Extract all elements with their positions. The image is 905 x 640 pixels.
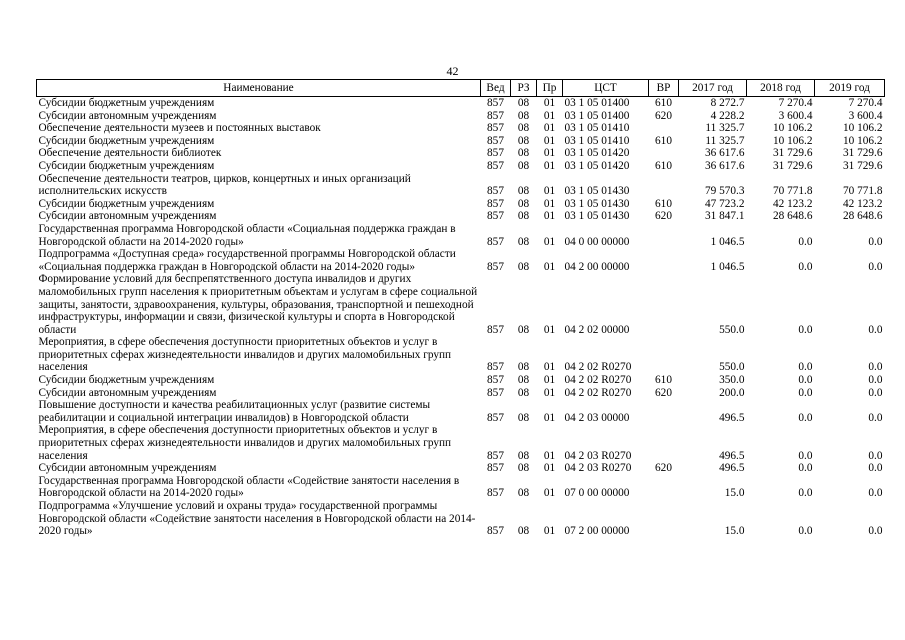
cell-2017: 496.5	[719, 462, 745, 475]
table-row	[37, 336, 885, 374]
cell-2017: 11 325.7	[705, 134, 745, 147]
cell-2018: 0.0	[798, 449, 813, 462]
cell-vr	[649, 475, 679, 500]
header-cst: ЦСТ	[563, 80, 649, 97]
cell-2017: 496.5	[719, 449, 745, 462]
cell-rz: 08	[517, 134, 530, 147]
cell-2019: 0.0	[868, 462, 883, 475]
cell-name: Мероприятия, в сфере обеспечения доступности приоритетных объектов и услуг в приоритетных сферах жизнедеятельности инвалидов и других маломобильных групп населения	[38, 336, 452, 374]
cell-2018: 0.0	[798, 374, 813, 387]
cell-cst: 03 1 05 01400	[564, 109, 630, 122]
cell-ved: 857	[487, 462, 504, 475]
cell-2019: 0.0	[868, 449, 883, 462]
cell-name: Повышение доступности и качества реабилитационных услуг (развитие системы реабилитации и социальной интеграции инвалидов) в Новгородской области	[38, 399, 431, 424]
cell-vr: 620	[655, 462, 672, 475]
cell-pr: 01	[543, 235, 556, 248]
header-pr: Пр	[537, 80, 563, 97]
cell-ved: 857	[487, 374, 504, 387]
cell-rz: 08	[517, 487, 530, 500]
cell-2017: 31 847.1	[704, 210, 745, 223]
cell-2017: 15.0	[724, 487, 745, 500]
cell-ved: 857	[487, 386, 504, 399]
cell-pr: 01	[543, 411, 556, 424]
cell-ved: 857	[487, 210, 504, 223]
cell-name: Мероприятия, в сфере обеспечения доступности приоритетных объектов и услуг в приоритетных сферах жизнедеятельности инвалидов и других маломобильных групп населения	[38, 424, 452, 462]
cell-rz: 08	[517, 374, 530, 387]
cell-2018: 7 270.4	[778, 97, 813, 109]
cell-pr: 01	[543, 462, 556, 475]
cell-name: Государственная программа Новгородской области «Социальная поддержка граждан в Новгородской области на 2014-2020 годы»	[38, 222, 456, 248]
cell-2017: 1 046.5	[710, 260, 745, 273]
cell-2019: 10 106.2	[842, 122, 883, 135]
cell-vr	[649, 223, 679, 248]
cell-2017: 200.0	[719, 386, 745, 399]
cell-cst: 04 2 02 00000	[564, 323, 630, 336]
table-row	[37, 273, 885, 336]
table-row	[37, 424, 885, 462]
cell-2017: 550.0	[719, 361, 745, 374]
cell-2019: 7 270.4	[848, 97, 883, 109]
cell-vr: 610	[655, 374, 672, 387]
header-2017: 2017 год	[679, 80, 747, 97]
cell-2018: 0.0	[798, 323, 813, 336]
cell-2019: 0.0	[868, 323, 883, 336]
cell-cst: 03 1 05 01430	[564, 210, 630, 223]
cell-2017: 36 617.6	[704, 147, 745, 160]
cell-cst: 07 0 00 00000	[564, 487, 630, 500]
cell-2017: 550.0	[719, 323, 745, 336]
cell-name: Государственная программа Новгородской области «Содействие занятости населения в Новгородской области на 2014-2020 годы»	[38, 474, 460, 500]
cell-pr: 01	[543, 197, 556, 210]
cell-name: Обеспечение деятельности музеев и постоянных выставок	[38, 122, 321, 135]
cell-pr: 01	[543, 134, 556, 147]
cell-pr: 01	[543, 386, 556, 399]
table-row	[37, 147, 885, 160]
cell-rz: 08	[517, 185, 530, 198]
cell-2018: 0.0	[798, 260, 813, 273]
cell-name: Подпрограмма «Улучшение условий и охраны труда» государственной программы Новгородской области «Содействие занятости населения в Новгородской области на 2014-2020 годы»	[38, 500, 476, 538]
cell-2019: 0.0	[868, 260, 883, 273]
cell-cst: 04 2 02 R0270	[564, 374, 632, 387]
header-vr: ВР	[649, 80, 679, 97]
cell-2017: 350.0	[719, 374, 745, 387]
cell-pr: 01	[543, 374, 556, 387]
table-row	[37, 500, 885, 538]
cell-2018: 31 729.6	[772, 159, 813, 172]
cell-pr: 01	[543, 185, 556, 198]
cell-2018: 42 123.2	[772, 197, 813, 210]
cell-2018: 10 106.2	[772, 134, 813, 147]
cell-rz: 08	[517, 386, 530, 399]
cell-2017: 11 325.7	[705, 122, 745, 135]
table-row	[37, 399, 885, 424]
cell-pr: 01	[543, 109, 556, 122]
cell-name: Субсидии автономным учреждениям	[38, 210, 217, 223]
budget-table	[36, 79, 885, 538]
cell-2017: 4 228.2	[710, 109, 745, 122]
cell-pr: 01	[543, 323, 556, 336]
cell-name: Субсидии бюджетным учреждениям	[38, 374, 215, 387]
cell-2017: 79 570.3	[704, 185, 745, 198]
cell-rz: 08	[517, 361, 530, 374]
cell-rz: 08	[517, 235, 530, 248]
table-row	[37, 462, 885, 475]
cell-ved: 857	[487, 109, 504, 122]
cell-cst: 03 1 05 01400	[564, 97, 630, 109]
cell-2017: 1 046.5	[710, 235, 745, 248]
cell-2018: 0.0	[798, 487, 813, 500]
cell-2019: 0.0	[868, 487, 883, 500]
header-2018: 2018 год	[747, 80, 815, 97]
cell-rz: 08	[517, 109, 530, 122]
cell-ved: 857	[487, 260, 504, 273]
cell-ved: 857	[487, 487, 504, 500]
cell-ved: 857	[487, 449, 504, 462]
cell-2019: 3 600.4	[848, 109, 883, 122]
cell-2018: 3 600.4	[778, 109, 813, 122]
page-number: 42	[446, 64, 459, 78]
cell-vr	[649, 424, 679, 462]
cell-cst: 04 0 00 00000	[564, 235, 630, 248]
cell-2017: 8 272.7	[710, 97, 745, 109]
cell-ved: 857	[487, 147, 504, 160]
cell-cst: 07 2 00 00000	[564, 525, 630, 538]
cell-2018: 0.0	[798, 386, 813, 399]
cell-cst: 04 2 03 R0270	[564, 449, 632, 462]
cell-name: Субсидии бюджетным учреждениям	[38, 97, 215, 109]
cell-pr: 01	[543, 449, 556, 462]
cell-pr: 01	[543, 361, 556, 374]
cell-2017: 15.0	[724, 525, 745, 538]
cell-2019: 0.0	[868, 374, 883, 387]
cell-2019: 31 729.6	[842, 159, 883, 172]
table-row	[37, 475, 885, 500]
cell-2019: 42 123.2	[842, 197, 883, 210]
cell-cst: 03 1 05 01430	[564, 185, 630, 198]
cell-rz: 08	[517, 260, 530, 273]
header-2019: 2019 год	[815, 80, 885, 97]
cell-2018: 0.0	[798, 361, 813, 374]
cell-rz: 08	[517, 411, 530, 424]
cell-ved: 857	[487, 235, 504, 248]
table-row	[37, 122, 885, 135]
cell-vr: 610	[655, 134, 672, 147]
cell-vr: 620	[655, 386, 672, 399]
table-row	[37, 223, 885, 248]
cell-name: Обеспечение деятельности библиотек	[38, 147, 222, 160]
cell-pr: 01	[543, 97, 556, 109]
cell-2017: 36 617.6	[704, 159, 745, 172]
cell-name: Формирование условий для беспрепятственного доступа инвалидов и других маломобильных групп населения к приоритетным объектам и услугам в сфере социальной защиты, занятости, здравоохранения, культуры, образования, транспортной и пешеходной инфраструктуры, информации и связи, физической культуры и спорта в Новгородской области	[38, 273, 478, 336]
cell-rz: 08	[517, 147, 530, 160]
cell-ved: 857	[487, 411, 504, 424]
cell-2019: 0.0	[868, 411, 883, 424]
table-body	[37, 97, 885, 538]
cell-2018: 0.0	[798, 525, 813, 538]
cell-rz: 08	[517, 97, 530, 109]
cell-rz: 08	[517, 449, 530, 462]
cell-rz: 08	[517, 122, 530, 135]
cell-name: Субсидии бюджетным учреждениям	[38, 159, 215, 172]
table-row	[37, 198, 885, 211]
table-row	[37, 97, 885, 110]
cell-rz: 08	[517, 525, 530, 538]
cell-name: Субсидии бюджетным учреждениям	[38, 197, 215, 210]
cell-ved: 857	[487, 525, 504, 538]
cell-2018: 10 106.2	[772, 122, 813, 135]
cell-pr: 01	[543, 159, 556, 172]
cell-name: Подпрограмма «Доступная среда» государственной программы Новгородской области «Социальная поддержка граждан в Новгородской области на 2014-2020 годы»	[38, 248, 456, 273]
table-row	[37, 387, 885, 400]
cell-vr	[649, 399, 679, 424]
cell-vr: 610	[655, 159, 672, 172]
cell-pr: 01	[543, 147, 556, 160]
header-name: Наименование	[37, 80, 481, 97]
cell-2017: 496.5	[719, 411, 745, 424]
header-rz: РЗ	[511, 80, 537, 97]
table-row	[37, 248, 885, 273]
cell-ved: 857	[487, 197, 504, 210]
cell-2019: 31 729.6	[842, 147, 883, 160]
cell-cst: 04 2 02 R0270	[564, 361, 632, 374]
cell-ved: 857	[487, 323, 504, 336]
cell-2017: 47 723.2	[704, 197, 745, 210]
cell-vr	[649, 122, 679, 135]
cell-ved: 857	[487, 134, 504, 147]
cell-ved: 857	[487, 97, 504, 109]
cell-cst: 03 1 05 01410	[564, 134, 630, 147]
cell-rz: 08	[517, 197, 530, 210]
cell-2019: 10 106.2	[842, 134, 883, 147]
cell-2018: 28 648.6	[772, 210, 813, 223]
cell-vr: 620	[655, 210, 672, 223]
cell-cst: 04 2 03 00000	[564, 411, 630, 424]
header-ved: Вед	[481, 80, 511, 97]
cell-cst: 04 2 03 R0270	[564, 462, 632, 475]
cell-2019: 70 771.8	[842, 185, 883, 198]
cell-rz: 08	[517, 159, 530, 172]
cell-cst: 04 2 02 R0270	[564, 386, 632, 399]
cell-ved: 857	[487, 185, 504, 198]
cell-2018: 0.0	[798, 462, 813, 475]
cell-2019: 0.0	[868, 235, 883, 248]
cell-cst: 03 1 05 01410	[564, 122, 630, 135]
cell-vr: 610	[655, 197, 672, 210]
cell-pr: 01	[543, 487, 556, 500]
table-header-row	[37, 80, 885, 97]
cell-pr: 01	[543, 122, 556, 135]
table-row	[37, 374, 885, 387]
cell-2018: 0.0	[798, 235, 813, 248]
cell-2019: 0.0	[868, 361, 883, 374]
cell-ved: 857	[487, 122, 504, 135]
cell-vr: 620	[655, 109, 672, 122]
cell-2019: 0.0	[868, 386, 883, 399]
table-row	[37, 173, 885, 198]
cell-name: Субсидии автономным учреждениям	[38, 462, 217, 475]
cell-name: Субсидии бюджетным учреждениям	[38, 134, 215, 147]
cell-vr: 610	[655, 97, 672, 109]
cell-name: Субсидии автономным учреждениям	[38, 386, 217, 399]
table-row	[37, 135, 885, 148]
cell-cst: 03 1 05 01420	[564, 159, 630, 172]
cell-2018: 31 729.6	[772, 147, 813, 160]
cell-vr	[649, 173, 679, 198]
cell-vr	[649, 336, 679, 374]
cell-rz: 08	[517, 210, 530, 223]
cell-2019: 28 648.6	[842, 210, 883, 223]
cell-ved: 857	[487, 361, 504, 374]
cell-cst: 03 1 05 01420	[564, 147, 630, 160]
cell-2018: 0.0	[798, 411, 813, 424]
table-row	[37, 210, 885, 223]
cell-name: Субсидии автономным учреждениям	[38, 109, 217, 122]
cell-pr: 01	[543, 525, 556, 538]
cell-2018: 70 771.8	[772, 185, 813, 198]
cell-cst: 04 2 00 00000	[564, 260, 630, 273]
cell-cst: 03 1 05 01430	[564, 197, 630, 210]
cell-ved: 857	[487, 159, 504, 172]
cell-name: Обеспечение деятельности театров, цирков, концертных и иных организаций исполнительских искусств	[38, 172, 411, 198]
table-row	[37, 160, 885, 173]
cell-rz: 08	[517, 323, 530, 336]
table-row	[37, 110, 885, 123]
cell-pr: 01	[543, 210, 556, 223]
cell-vr	[649, 248, 679, 273]
cell-vr	[649, 147, 679, 160]
cell-vr	[649, 273, 679, 336]
cell-pr: 01	[543, 260, 556, 273]
cell-2019: 0.0	[868, 525, 883, 538]
cell-rz: 08	[517, 462, 530, 475]
cell-vr	[649, 500, 679, 538]
